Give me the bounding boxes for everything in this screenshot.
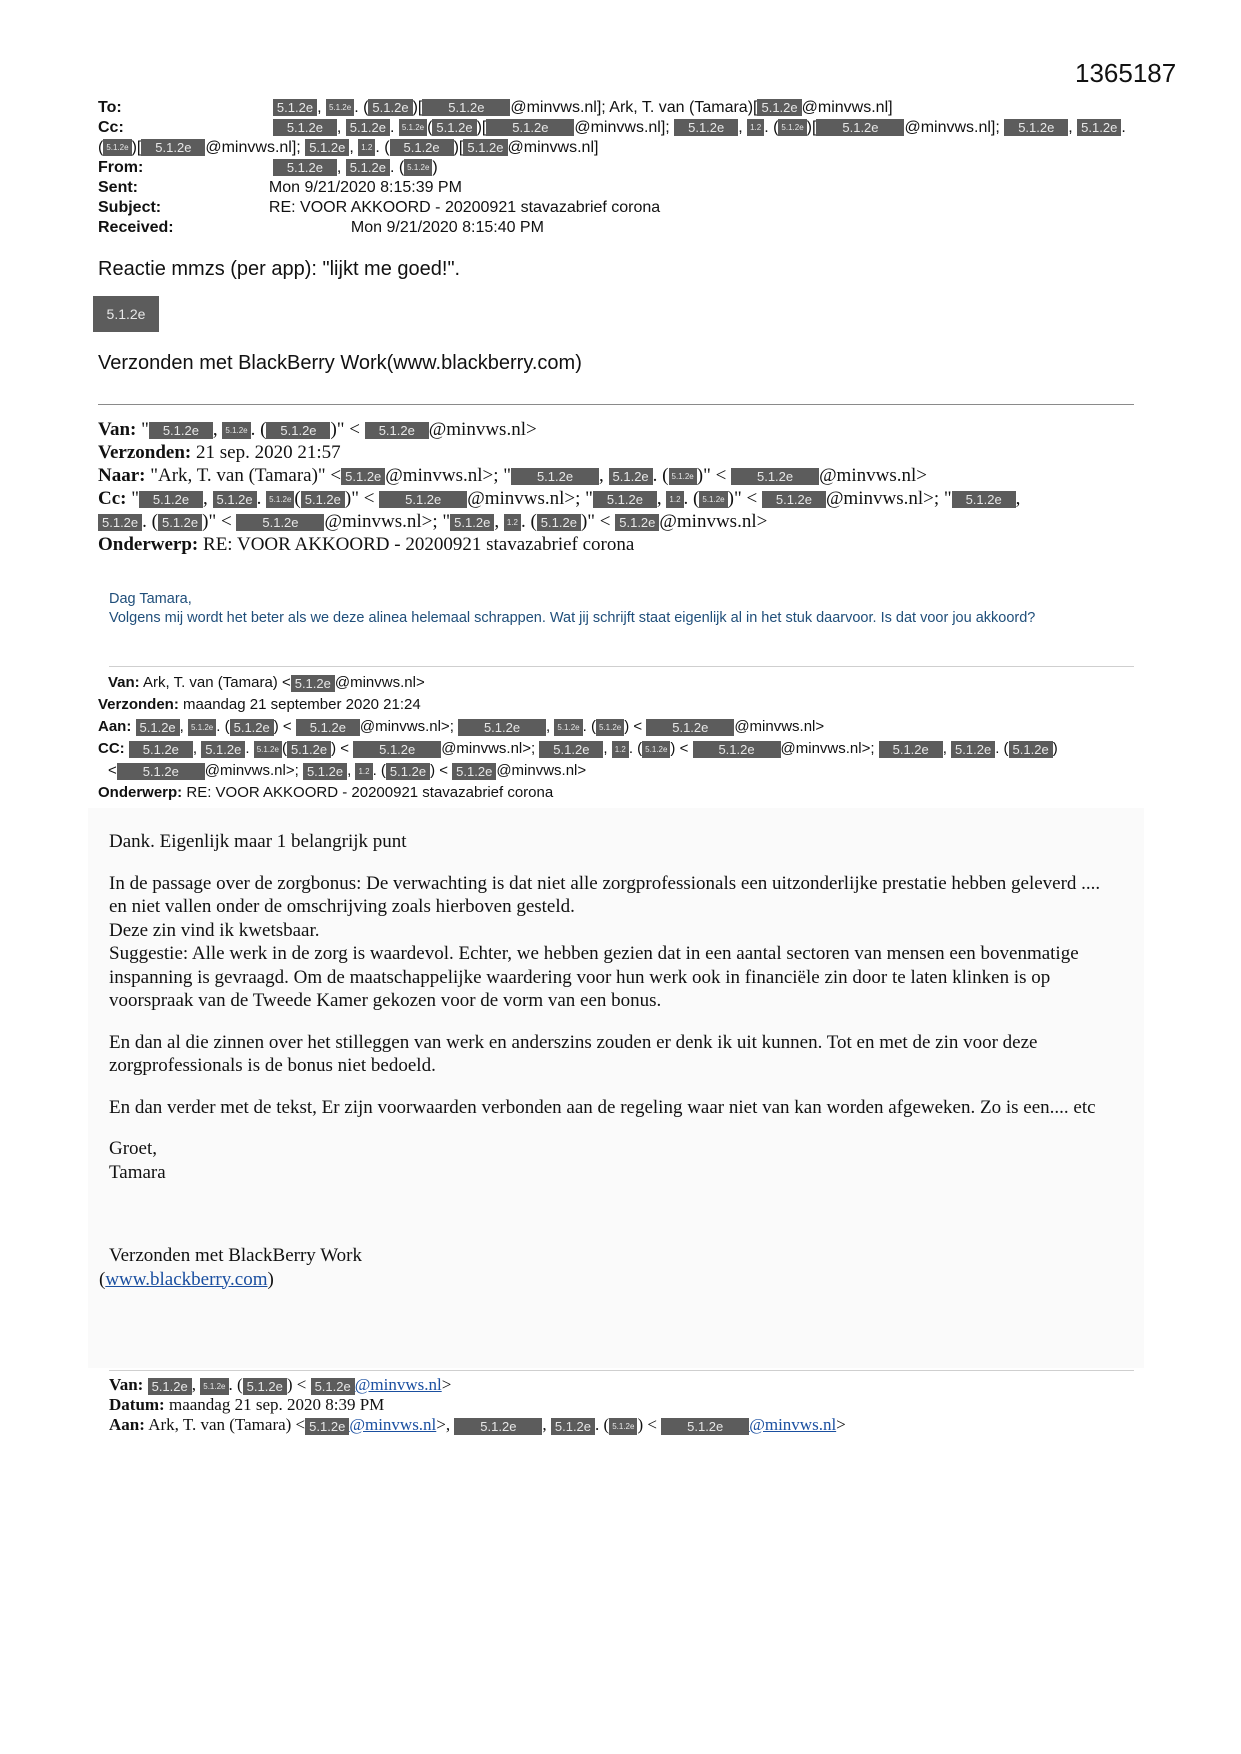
redaction: 5.1.2e [951, 741, 995, 758]
email-domain: @minvws.nl> [496, 762, 587, 779]
onderwerp-label: Onderwerp: [98, 784, 183, 801]
redaction: 5.1.2e [129, 741, 193, 758]
redaction: 5.1.2e [422, 99, 510, 116]
redaction: 5.1.2e [266, 491, 294, 508]
to-row: To: 5.1.2e , 5.1.2e . ( 5.1.2e )[ 5.1.2e @minvws.nl]; Ark, T. van (Tamara)[ 5.1.2e @minvws.nl] [98, 99, 893, 116]
redaction: 5.1.2e [674, 119, 738, 136]
redaction: 1.2 [355, 763, 372, 780]
email-domain: @minvws.nl] [801, 99, 893, 116]
email-header-1 [98, 98, 1148, 238]
redacted-sender-block: 5.1.2e [93, 296, 159, 332]
onderwerp-row [98, 533, 1148, 556]
redaction: 5.1.2e [1009, 741, 1053, 758]
sent-row [98, 178, 1148, 198]
redaction: 5.1.2e [296, 719, 360, 736]
naar-name: "Ark, T. van (Tamara)" < [150, 465, 342, 486]
naar-row: Naar: "Ark, T. van (Tamara)" < 5.1.2e @minvws.nl>; " 5.1.2e , 5.1.2e . ( 5.1.2e )" < 5.1.2e @minvws.nl> [98, 465, 927, 486]
email-domain: @minvws.nl]; [904, 119, 1000, 136]
email-domain: @minvws.nl> [734, 718, 825, 735]
redaction: 5.1.2e [305, 139, 349, 156]
redaction: 5.1.2e [486, 119, 574, 136]
redaction: 5.1.2e [266, 422, 330, 439]
email-domain: @minvws.nl>; [204, 762, 299, 779]
redaction: 5.1.2e [311, 1378, 355, 1395]
van-row [98, 672, 1148, 694]
message-3-p4: En dan verder met de tekst, Er zijn voorwaarden verbonden aan de regeling waar niet van kan worden afgeweken. Zo is een.... etc [109, 1096, 1096, 1118]
message-3-closing: Groet, [109, 1138, 158, 1159]
from-label: From: [98, 159, 144, 176]
redaction: 5.1.2e [149, 422, 213, 439]
redaction: 5.1.2e [291, 675, 335, 692]
email-domain: @minvws.nl]; [205, 139, 301, 156]
redaction: 5.1.2e [463, 139, 507, 156]
redaction: 5.1.2e [368, 99, 412, 116]
received-value: Mon 9/21/2020 8:15:40 PM [350, 219, 544, 236]
redaction: 5.1.2e [346, 159, 390, 176]
message-3-p2a: In de passage over de zorgbonus: De verwachting is dat niet alle zorgprofessionals een uitzonderlijke prestatie hebben geleverd .... en niet vallen onder de omschrijving zoals hierboven gesteld. [109, 872, 1101, 917]
redaction: 5.1.2e [816, 119, 904, 136]
email-domain: @minvws.nl>; [825, 488, 940, 509]
redaction: 5.1.2e [326, 99, 354, 116]
blackberry-link[interactable]: www.blackberry.com [105, 1268, 268, 1290]
email-domain: @minvws.nl> [659, 511, 768, 532]
redaction: 5.1.2e [609, 468, 653, 485]
van-row: Van: 5.1.2e , 5.1.2e . ( 5.1.2e ) < 5.1.2e @minvws.nl> [109, 1375, 452, 1394]
aan-row: Aan: Ark, T. van (Tamara) < 5.1.2e @minvws.nl>, 5.1.2e , 5.1.2e . ( 5.1.2e ) < 5.1.2e @minvws.nl> [109, 1415, 846, 1434]
email-domain: @minvws.nl> [428, 419, 537, 440]
aan-name: Ark, T. van (Tamara) < [148, 1415, 306, 1434]
to-label: To: [98, 99, 122, 116]
subject-label: Subject: [98, 199, 162, 216]
redaction: 5.1.2e [379, 491, 467, 508]
cc-row: CC: 5.1.2e , 5.1.2e . 5.1.2e ( 5.1.2e ) < 5.1.2e @minvws.nl>; 5.1.2e , 1.2 . ( 5.1.2e ) < 5.1.2e @minvws.nl>; 5.1.2e , 5.1.2e . ( 5.1.2e ) [98, 740, 1058, 757]
redaction: 5.1.2e [188, 719, 216, 736]
redaction: 1.2 [504, 514, 521, 531]
cc-row-cont: 5.1.2e . ( 5.1.2e )" < 5.1.2e @minvws.nl>; " 5.1.2e , 1.2 . ( 5.1.2e )" < 5.1.2e @minvws.nl> [98, 510, 1148, 533]
message-3-p1: Dank. Eigenlijk maar 1 belangrijk punt [109, 831, 407, 852]
redaction: 5.1.2e [452, 763, 496, 780]
redaction: 5.1.2e [731, 468, 819, 485]
redaction: 5.1.2e [458, 719, 546, 736]
verzonden-row [98, 441, 1148, 464]
redaction: 5.1.2e [353, 741, 441, 758]
message-2-body [109, 590, 1129, 628]
document-id: 1365187 [1075, 58, 1177, 88]
aan-row: Aan: 5.1.2e , 5.1.2e . ( 5.1.2e ) < 5.1.2e @minvws.nl>; 5.1.2e , 5.1.2e . ( 5.1.2e ) < 5.1.2e @minvws.nl> [98, 718, 825, 735]
redaction: 5.1.2e [593, 491, 657, 508]
redaction: 5.1.2e [778, 119, 806, 136]
email-header-3 [98, 672, 1148, 804]
datum-value: maandag 21 sep. 2020 8:39 PM [168, 1395, 385, 1414]
email-domain: @minvws.nl>; [359, 718, 454, 735]
email-domain: @minvws.nl>; [385, 465, 499, 486]
message-1-body [98, 258, 1138, 281]
redaction: 5.1.2e [642, 741, 670, 758]
redaction: 5.1.2e [762, 491, 826, 508]
datum-row [109, 1395, 1139, 1415]
received-row [98, 218, 1148, 238]
redaction: 5.1.2e [287, 741, 331, 758]
redaction: 5.1.2e [236, 514, 324, 531]
redaction: 1.2 [747, 119, 764, 136]
van-label: Van: [98, 419, 137, 440]
redaction: 5.1.2e [117, 763, 205, 780]
verzonden-value: maandag 21 september 2020 21:24 [183, 696, 421, 713]
redaction: 5.1.2e [230, 719, 274, 736]
verzonden-label: Verzonden: [98, 442, 192, 463]
redaction: 5.1.2e [273, 119, 337, 136]
redaction: 5.1.2e [699, 491, 727, 508]
onderwerp-label: Onderwerp: [98, 534, 199, 555]
redaction: 5.1.2e [952, 491, 1016, 508]
verzonden-value: 21 sep. 2020 21:57 [196, 442, 341, 463]
message-3-name: Tamara [109, 1161, 166, 1183]
redaction: 5.1.2e [346, 119, 390, 136]
email-link[interactable]: @minvws.nl [749, 1415, 837, 1434]
redaction: 5.1.2e [148, 1378, 192, 1395]
cc-label: CC: [98, 740, 125, 757]
redaction: 5.1.2e [454, 1418, 542, 1435]
redaction: 5.1.2e [273, 159, 337, 176]
ark-name: ; Ark, T. van (Tamara)[ [601, 99, 758, 116]
redaction: 5.1.2e [432, 119, 476, 136]
naar-label: Naar: [98, 465, 146, 486]
redaction: 1.2 [612, 741, 629, 758]
redaction: 5.1.2e [615, 514, 659, 531]
redaction: 5.1.2e [646, 719, 734, 736]
cc-row: Cc: 5.1.2e , 5.1.2e . 5.1.2e ( 5.1.2e )[ 5.1.2e @minvws.nl]; 5.1.2e , 1.2 . ( 5.1.2e )[ 5.1.2e @minvws.nl]; 5.1.2e , 5.1.2e . [98, 119, 1126, 136]
message-3-link-line: (www.blackberry.com) [99, 1268, 274, 1290]
cc-label: Cc: [98, 119, 124, 136]
redaction: 5.1.2e [386, 763, 430, 780]
message-3-p3: En dan al die zinnen over het stilleggen van werk en anderszins zouden er denk ik uit kunnen. Tot en met de zin voor deze zorgprofessionals is de bonus niet bedoeld. [109, 1031, 1038, 1076]
sent-label: Sent: [98, 179, 138, 196]
redaction: 5.1.2e [103, 139, 131, 156]
redaction: 5.1.2e [213, 491, 257, 508]
aan-label: Aan: [98, 718, 132, 735]
van-row: Van: " 5.1.2e , 5.1.2e . ( 5.1.2e )" < 5.1.2e @minvws.nl> [98, 419, 537, 440]
greeting: Dag Tamara, [109, 591, 192, 607]
message-3-p2c: Suggestie: Alle werk in de zorg is waardevol. Echter, we hebben gezien dat in een aantal sectoren van mensen een bovenmatige inspanning is gevraagd. Om de maatschappelijke waardering voor hun werk ook in financiële zin door te laten klinken is op voorspraak van de Tweede Kamer gekozen voor de vorm van een bonus. [109, 943, 1079, 1011]
redaction: 5.1.2e [879, 741, 943, 758]
redaction: 5.1.2e [341, 468, 385, 485]
redaction: 5.1.2e [98, 514, 142, 531]
redaction: 5.1.2e [273, 99, 317, 116]
email-domain: @minvws.nl] [510, 99, 602, 116]
redaction: 5.1.2e [669, 468, 697, 485]
onderwerp-value: RE: VOOR AKKOORD - 20200921 stavazabrief corona [186, 784, 554, 801]
redaction: 5.1.2e [539, 741, 603, 758]
email-domain: @minvws.nl> [334, 674, 425, 691]
onderwerp-row [98, 782, 1148, 804]
redaction: 1.2 [358, 139, 375, 156]
redaction: 5.1.2e [301, 491, 345, 508]
redaction: 5.1.2e [596, 719, 624, 736]
separator-line [98, 404, 1134, 405]
van-label: Van: [108, 674, 140, 691]
redaction: 5.1.2e [243, 1378, 287, 1395]
redaction: 5.1.2e [158, 514, 202, 531]
datum-label: Datum: [109, 1395, 165, 1414]
redaction: 5.1.2e [404, 159, 432, 176]
message-1-signature: Verzonden met BlackBerry Work(www.blackberry.com) [98, 352, 582, 374]
sent-value: Mon 9/21/2020 8:15:39 PM [268, 179, 462, 196]
subject-row [98, 198, 1148, 218]
cc-row-cont: ( 5.1.2e )[ 5.1.2e @minvws.nl]; 5.1.2e , 1.2 . ( 5.1.2e )[ 5.1.2e @minvws.nl] [98, 139, 599, 156]
message-1-signature-block [98, 352, 1138, 375]
redaction: 5.1.2e [450, 514, 494, 531]
received-label: Received: [98, 219, 174, 236]
separator-line [109, 666, 1134, 667]
from-row: From: 5.1.2e , 5.1.2e . ( 5.1.2e ) [98, 159, 438, 176]
redaction: 5.1.2e [139, 491, 203, 508]
redaction: 5.1.2e [201, 741, 245, 758]
redaction: 5.1.2e [390, 139, 454, 156]
redaction: 5.1.2e [303, 763, 347, 780]
redaction: 5.1.2e [399, 119, 427, 136]
redaction: 5.1.2e [365, 422, 429, 439]
redaction: 5.1.2e [511, 468, 599, 485]
cc-row-cont: < 5.1.2e @minvws.nl>; 5.1.2e , 1.2 . ( 5.1.2e ) < 5.1.2e @minvws.nl> [108, 762, 587, 779]
email-domain: @minvws.nl] [507, 139, 599, 156]
redaction: 5.1.2e [537, 514, 581, 531]
redaction: 1.2 [666, 491, 683, 508]
van-label: Van: [109, 1375, 144, 1394]
email-domain: @minvws.nl>; [441, 740, 536, 757]
cc-row: Cc: " 5.1.2e , 5.1.2e . 5.1.2e ( 5.1.2e )" < 5.1.2e @minvws.nl>; " 5.1.2e , 1.2 . ( 5.1.2e )" < 5.1.2e @minvws.nl>; " 5.1.2e , [98, 488, 1021, 509]
redaction: 5.1.2e [305, 1418, 349, 1435]
van-name: Ark, T. van (Tamara) < [143, 674, 291, 691]
redaction: 5.1.2e [551, 1418, 595, 1435]
redaction: 5.1.2e [222, 422, 250, 439]
message-3-p2b: Deze zin vind ik kwetsbaar. [109, 919, 320, 941]
redaction: 5.1.2e [609, 1418, 637, 1435]
redaction: 5.1.2e [254, 741, 282, 758]
redaction: 5.1.2e [554, 719, 582, 736]
redaction: 5.1.2e [1004, 119, 1068, 136]
redaction: 5.1.2e [693, 741, 781, 758]
onderwerp-value: RE: VOOR AKKOORD - 20200921 stavazabrief corona [203, 534, 635, 555]
message-3-signature: Verzonden met BlackBerry Work [109, 1245, 362, 1266]
cc-label: Cc: [98, 488, 127, 509]
email-domain: @minvws.nl]; [574, 119, 670, 136]
aan-label: Aan: [109, 1415, 145, 1434]
reaction-text: Reactie mmzs (per app): "lijkt me goed!". [98, 258, 461, 280]
verzonden-row [98, 694, 1148, 716]
redaction: 5.1.2e [757, 99, 801, 116]
redaction: 5.1.2e [1077, 119, 1121, 136]
redaction: 5.1.2e [136, 719, 180, 736]
email-link[interactable]: @minvws.nl [349, 1415, 437, 1434]
email-domain: @minvws.nl>; [324, 511, 438, 532]
email-link[interactable]: @minvws.nl [354, 1375, 442, 1394]
email-domain: @minvws.nl>; [467, 488, 581, 509]
email-domain: @minvws.nl>; [780, 740, 875, 757]
email-domain: @minvws.nl> [819, 465, 927, 486]
redaction: 5.1.2e [200, 1378, 228, 1395]
redaction: 5.1.2e [661, 1418, 749, 1435]
redaction: 5.1.2e [141, 139, 205, 156]
email-header-4 [109, 1375, 1139, 1435]
message-2-text: Volgens mij wordt het beter als we deze alinea helemaal schrappen. Wat jij schrijft staat eigenlijk al in het stuk daarvoor. Is dat voor jou akkoord? [109, 610, 1036, 626]
subject-value: RE: VOOR AKKOORD - 20200921 stavazabrief corona [268, 199, 661, 216]
email-header-2 [98, 418, 1148, 556]
separator-line [109, 1370, 1134, 1371]
verzonden-label: Verzonden: [98, 696, 179, 713]
message-3-body [99, 830, 1119, 1291]
